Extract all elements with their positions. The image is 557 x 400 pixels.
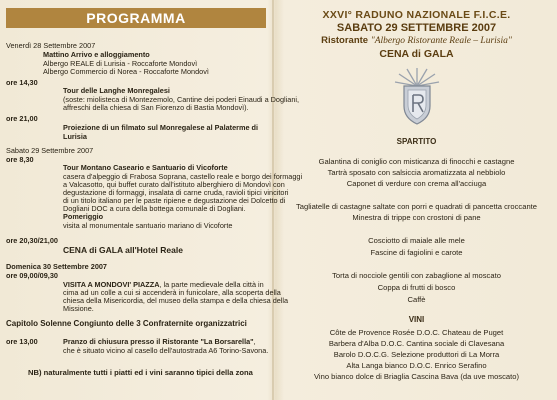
day1-t2-line1: Proiezione di un filmato sul Monregalese al Palaterme di xyxy=(63,123,259,132)
venue-name: "Albergo Ristorante Reale – Lurisia" xyxy=(370,36,512,46)
day1-hotel1: Albergo REALE di Lurisia - Roccaforte Mondovì xyxy=(43,59,198,68)
nb-note: NB) naturalmente tutti i piatti ed i vini saranno tipici della zona xyxy=(28,368,253,377)
venue xyxy=(276,35,557,46)
menu-item: Fascine di fagiolini e carote xyxy=(370,248,463,257)
day3-visita-4: Missione. xyxy=(63,304,94,313)
day2-title: Tour Montano Caseario e Santuario di Vicoforte xyxy=(63,163,228,172)
day2-time: ore 8,30 xyxy=(6,155,34,164)
menu-item: Cosciotto di maiale alle mele xyxy=(368,236,465,245)
day3-visita-rest: , la parte medievale della città in xyxy=(159,280,264,289)
day2-desc5: Dogliani DOC a cura della bottega comunale di Dogliani. xyxy=(63,204,246,213)
day3-pranzo-rest: , xyxy=(253,337,256,346)
day3-date: Domenica 30 Settembre 2007 xyxy=(6,262,107,271)
day2-desc3: degustazione di formaggi, insalata di carne cruda, ravioli tipici vincitori xyxy=(63,188,289,197)
day2-cena-time: ore 20,30/21,00 xyxy=(6,236,58,245)
wine-item: Côte de Provence Rosée D.O.C. Chateau de Puget xyxy=(329,328,504,337)
day2-pomeriggio: Pomeriggio xyxy=(63,212,104,221)
day1-date: Venerdì 28 Settembre 2007 xyxy=(6,41,96,50)
menu-item: Caponet di verdure con crema all'acciuga xyxy=(346,179,487,188)
menu-item: Tagliatelle di castagne saltate con porri e quadrati di pancetta croccante xyxy=(295,202,538,211)
event-title: XXVI° RADUNO NAZIONALE F.I.C.E. xyxy=(322,9,511,21)
day3-pranzo-2: che è situato vicino al casello dell'autostrada A6 Torino-Savona. xyxy=(63,346,269,355)
menu-item: Galantina di coniglio con misticanza di finocchi e castagne xyxy=(318,157,515,166)
programma-heading: PROGRAMMA xyxy=(6,8,266,28)
menu-item: Tartrà sposato con salsiccia aromatizzata al nebbiolo xyxy=(327,168,506,177)
wine-item: Barolo D.O.C.G. Selezione produttori di La Morra xyxy=(333,350,500,359)
day2-desc2: a Valcasotto, qui buffet curato dall'istituto alberghiero di Mondovì con xyxy=(63,180,285,189)
wine-item: Vino bianco dolce di Briaglia Cascina Bava (da uve moscato) xyxy=(313,372,519,381)
day1-t2-time: ore 21,00 xyxy=(6,114,38,123)
day3-visita-2: cima ad un colle a cui si accenderà in funicolare, alla scoperta della xyxy=(63,288,281,297)
day2-cena: CENA di GALA all'Hotel Reale xyxy=(63,245,183,255)
day3-capitolo: Capitolo Solenne Congiunto delle 3 Confraternite organizzatrici xyxy=(6,319,247,328)
day1-t2-line2: Lurisia xyxy=(63,132,87,141)
day1-arrivo: Mattino Arrivo e alloggiamento xyxy=(43,50,150,59)
wine-item: Alta Langa bianco D.O.C. Enrico Serafino xyxy=(346,361,487,370)
vini-heading: VINI xyxy=(408,315,425,324)
menu-item: Caffè xyxy=(407,295,426,304)
wine-item: Barbera d'Alba D.O.C. Cantina sociale di Clavesana xyxy=(328,339,505,348)
cena-title: CENA di GALA xyxy=(379,48,454,60)
day1-t1-desc2: affreschi della chiesa di San Fiorenzo di Bastia Mondovì). xyxy=(63,103,249,112)
day2-pomeriggio-desc: visita al monumentale santuario mariano di Vicoforte xyxy=(63,221,233,230)
day3-visita-3: chiesa della Misericordia, del museo della stampa e della chiesa della xyxy=(63,296,289,305)
day2-desc4: di un titolo italiano per le paste ripiene e degustazione dei Dolcetto di xyxy=(63,196,286,205)
spartito-heading: SPARTITO xyxy=(396,137,437,146)
day1-t1-title: Tour delle Langhe Monregalesi xyxy=(63,86,170,95)
day3-pranzo-title: Pranzo di chiusura presso il Ristorante "La Borsarella" xyxy=(63,337,254,346)
day3-pranzo xyxy=(63,338,256,346)
day1-t1-desc1: (soste: miolisteca di Montezemolo, Cantine dei poderi Einaudi a Dogliani, xyxy=(63,95,300,104)
day1-t1-time: ore 14,30 xyxy=(6,78,38,87)
menu-item: Torta di nocciole gentili con zabaglione al moscato xyxy=(332,271,501,280)
day2-date: Sabato 29 Settembre 2007 xyxy=(6,146,94,155)
fice-crest-icon xyxy=(394,66,440,128)
venue-label: Ristorante xyxy=(321,35,369,46)
day1-hotel2: Albergo Commercio di Norea - Roccaforte Mondovì xyxy=(43,67,209,76)
menu-panel xyxy=(276,0,557,400)
event-date: SABATO 29 SETTEMBRE 2007 xyxy=(336,22,497,34)
day3-visita-title: VISITA A MONDOVI' PIAZZA xyxy=(63,280,160,289)
menu-item: Coppa di frutti di bosco xyxy=(377,283,456,292)
day3-time: ore 09,00/09,30 xyxy=(6,271,58,280)
day3-pranzo-time: ore 13,00 xyxy=(6,337,38,346)
day2-desc1: casera d'alpeggio di Frabosa Soprana, castello reale e borgo dei formaggi xyxy=(63,172,303,181)
menu-item: Minestra di trippe con crostoni di pane xyxy=(352,213,481,222)
